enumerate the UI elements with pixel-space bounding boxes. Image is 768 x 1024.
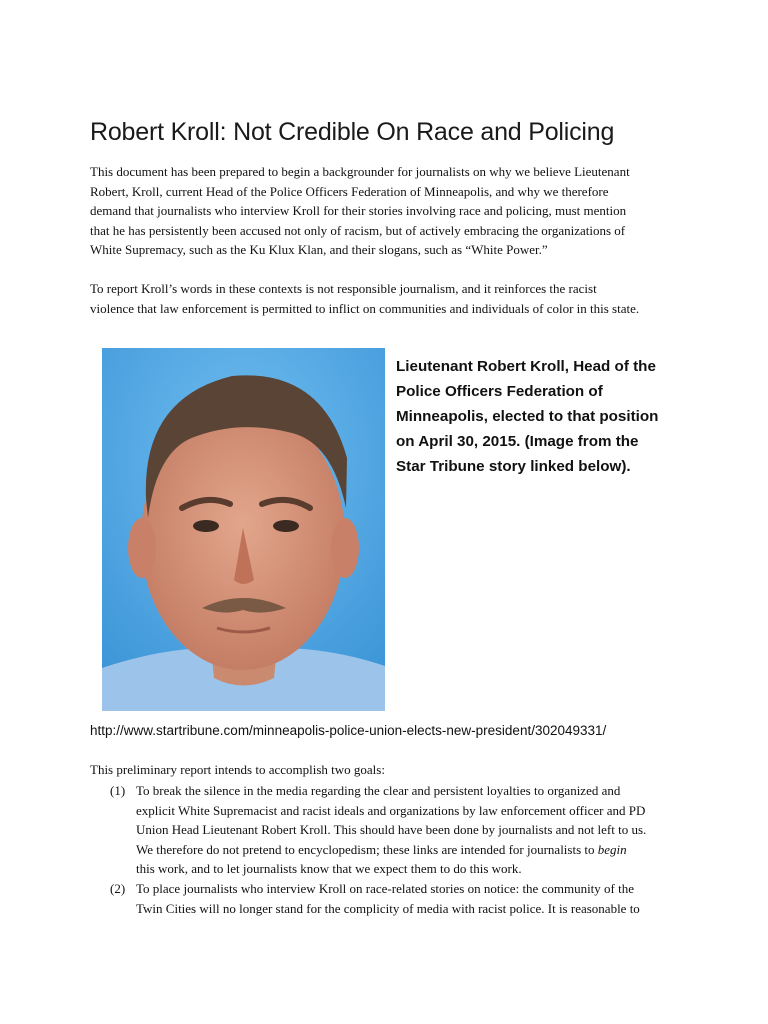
left-ear — [128, 518, 156, 578]
paragraph-line: demand that journalists who interview Kroll for their stories involving race and policing, must mention — [90, 203, 627, 218]
paragraph-line: violence that law enforcement is permitted to inflict on communities and individuals of color in this state. — [90, 300, 640, 316]
paragraph-line: This document has been prepared to begin a backgrounder for journalists on why we believe Lieutenant — [90, 164, 630, 179]
right-ear — [331, 518, 359, 578]
intro-paragraph — [90, 162, 682, 260]
goal-line: this work, and to let journalists know that we expect them to do this work. — [136, 861, 522, 876]
goal-line: To place journalists who interview Kroll on race-related stories on notice: the community of the — [136, 881, 634, 896]
goal-line: explicit White Supremacist and racist ideals and organizations by law enforcement officer and PD — [136, 802, 646, 818]
emphasis-word: begin — [597, 841, 627, 857]
caption-line: on April 30, 2015. (Image from the — [396, 433, 639, 450]
portrait-photo — [102, 348, 385, 711]
second-paragraph — [90, 279, 682, 318]
left-eye — [193, 520, 219, 532]
photo-caption — [396, 354, 696, 479]
caption-line: Police Officers Federation of — [396, 383, 603, 400]
goals-intro: This preliminary report intends to accomplish two goals: — [90, 762, 385, 777]
goal-number: (2) — [110, 881, 126, 896]
caption-line: Star Tribune story linked below). — [396, 458, 631, 475]
portrait-illustration — [102, 348, 385, 711]
paragraph-line: White Supremacy, such as the Ku Klux Klan, and their slogans, such as “White Power.” — [90, 242, 548, 257]
source-link[interactable]: http://www.startribune.com/minneapolis-police-union-elects-new-president/302049331/ — [90, 723, 607, 738]
page-title: Robert Kroll: Not Credible On Race and Policing — [90, 118, 615, 146]
goal-number: (1) — [110, 783, 126, 798]
goal-line: To break the silence in the media regarding the clear and persistent loyalties to organized and — [136, 783, 621, 798]
goal-line: Union Head Lieutenant Robert Kroll. This should have been done by journalists and not left to us. — [136, 822, 647, 837]
goal-line: Twin Cities will no longer stand for the complicity of media with racist police. It is reasonable to — [136, 900, 640, 916]
caption-line: Lieutenant Robert Kroll, Head of the — [396, 358, 656, 375]
right-eye — [273, 520, 299, 532]
paragraph-line: that he has persistently been accused not only of racism, but of actively embracing the organizations of — [90, 222, 626, 238]
paragraph-line: To report Kroll’s words in these contexts is not responsible journalism, and it reinforces the racist — [90, 281, 597, 296]
paragraph-line: Robert, Kroll, current Head of the Police Officers Federation of Minneapolis, and why we therefore — [90, 183, 609, 199]
goal-line — [136, 840, 696, 860]
caption-line: Minneapolis, elected to that position — [396, 408, 659, 425]
goal-line-text: We therefore do not pretend to encyclopedism; these links are intended for journalists to — [136, 841, 595, 857]
